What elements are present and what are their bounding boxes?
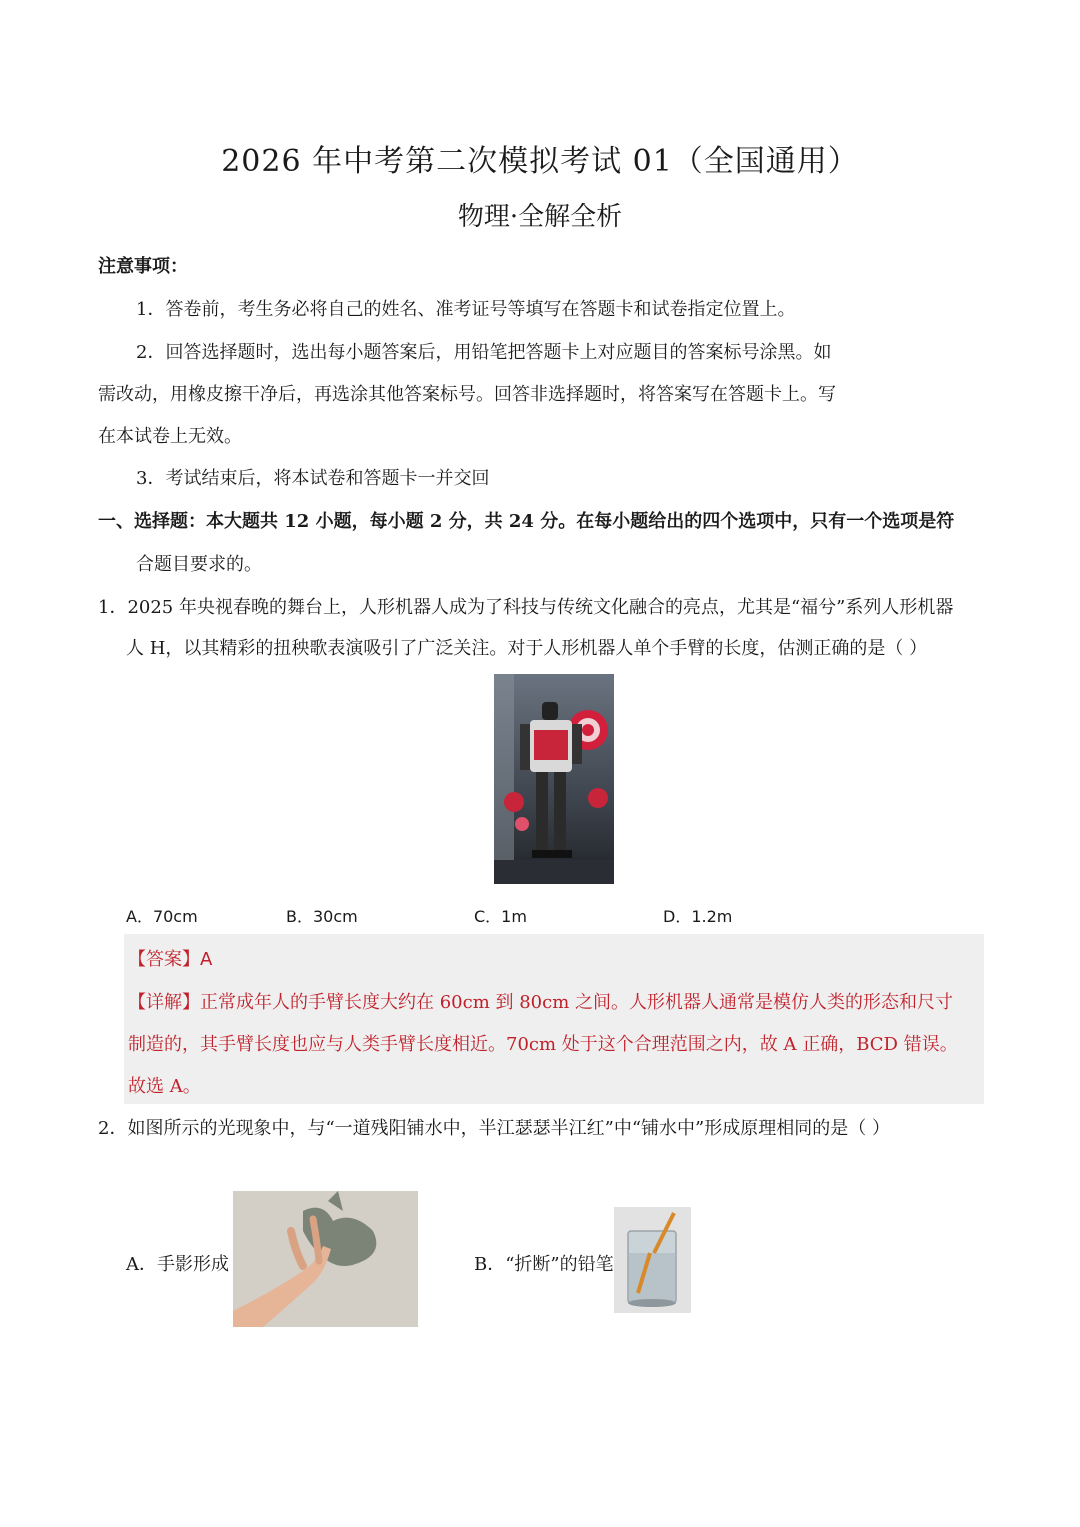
question-1-option-a: A．70cm <box>126 907 198 926</box>
question-1-line-2: 人 H，以其精彩的扭秧歌表演吸引了广泛关注。对于人形机器人单个手臂的长度，估测正确的是（ ） <box>126 638 928 659</box>
notice-item-2-line-2: 需改动，用橡皮擦干净后，再选涂其他答案标号。回答非选择题时，将答案写在答题卡上。写 <box>98 384 836 405</box>
answer-line <box>128 945 212 971</box>
explain-text-1: 正常成年人的手臂长度大约在 60cm 到 80cm 之间。人形机器人通常是模仿人类的形态和尺寸 <box>200 992 953 1013</box>
hand-shadow-photo <box>233 1191 418 1327</box>
question-2-option-a: A．手影形成 <box>126 1254 229 1275</box>
explain-label: 【详解】 <box>128 992 200 1013</box>
question-2-line-1: 2．如图所示的光现象中，与“一道残阳铺水中，半江瑟瑟半江红”中“铺水中”形成原理相同的是（ ） <box>98 1118 890 1139</box>
notice-item-2-line-1: 2．回答选择题时，选出每小题答案后，用铅笔把答题卡上对应题目的答案标号涂黑。如 <box>136 342 832 363</box>
question-1-line-1: 1．2025 年央视春晚的舞台上，人形机器人成为了科技与传统文化融合的亮点，尤其是“福兮”系列人形机器 <box>98 597 954 618</box>
robot-photo <box>494 674 614 884</box>
notice-item-1: 1．答卷前，考生务必将自己的姓名、准考证号等填写在答题卡和试卷指定位置上。 <box>136 299 796 320</box>
question-1-option-b: B．30cm <box>286 907 358 926</box>
section-heading-line-1: 一、选择题：本大题共 12 小题，每小题 2 分，共 24 分。在每小题给出的四个选项中，只有一个选项是符 <box>98 511 955 532</box>
explain-line-2: 制造的，其手臂长度也应与人类手臂长度相近。70cm 处于这个合理范围之内，故 A 正确，BCD 错误。 <box>128 1034 958 1055</box>
question-1-option-c: C．1m <box>474 907 527 926</box>
explain-line-1 <box>128 988 953 1014</box>
question-1-option-d: D．1.2m <box>663 907 733 926</box>
answer-label: 【答案】 <box>128 949 200 970</box>
notice-heading: 注意事项： <box>98 256 188 277</box>
notice-item-2-line-3: 在本试卷上无效。 <box>98 426 242 447</box>
answer-value: A <box>200 949 213 970</box>
broken-pencil-photo <box>614 1207 691 1313</box>
page-subtitle: 物理·全解全析 <box>457 202 623 232</box>
question-2-option-b: B．“折断”的铅笔 <box>474 1254 614 1275</box>
notice-item-3: 3．考试结束后，将本试卷和答题卡一并交回 <box>136 468 490 489</box>
page-title: 2026 年中考第二次模拟考试 01（全国通用） <box>221 144 859 179</box>
answer-panel <box>124 934 984 1104</box>
explain-line-3: 故选 A。 <box>128 1076 201 1097</box>
section-heading-line-2: 合题目要求的。 <box>136 554 262 575</box>
